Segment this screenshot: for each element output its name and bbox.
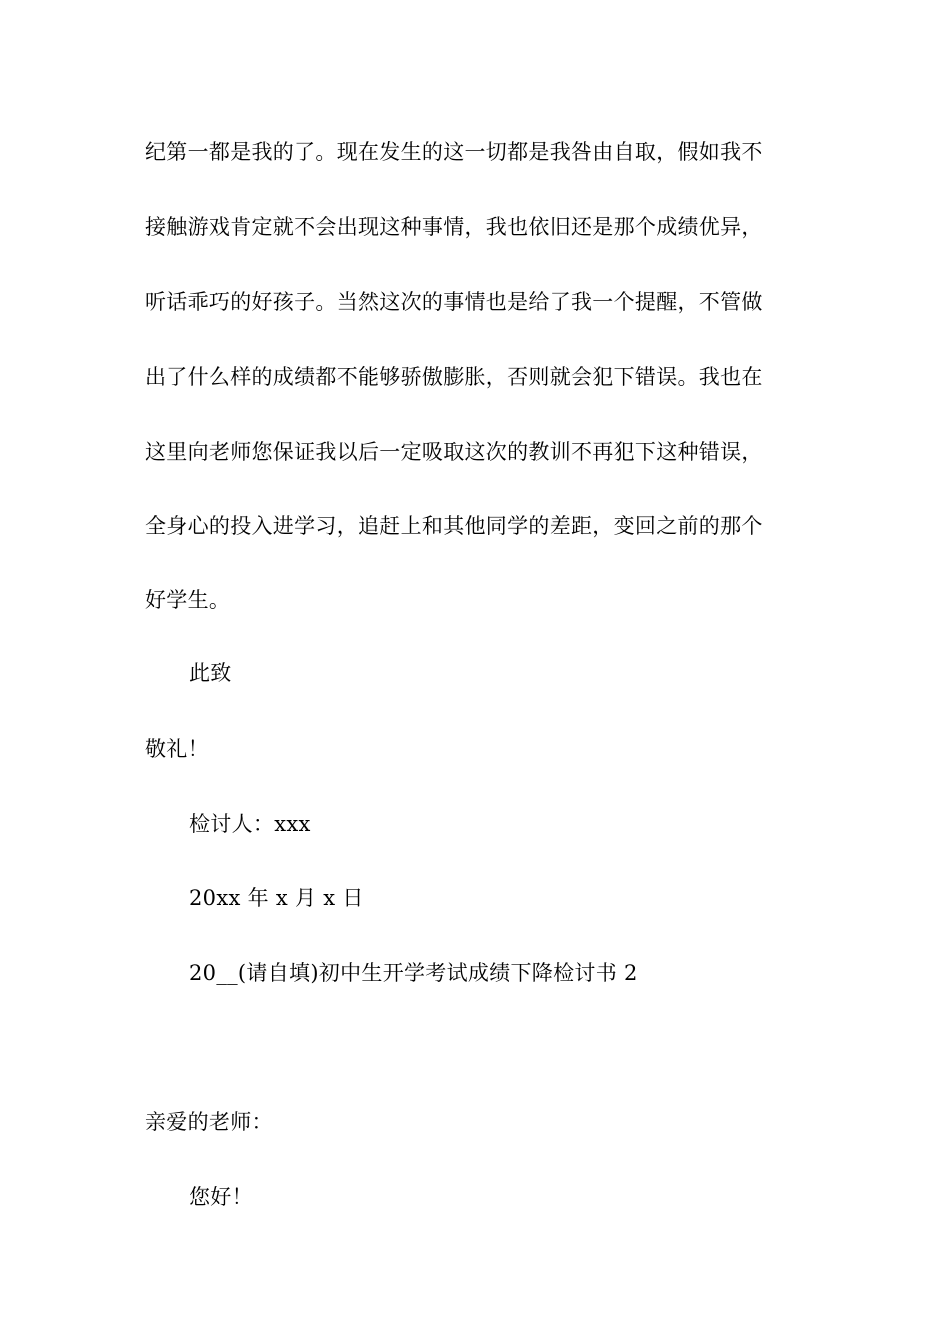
- section-title: 20__(请自填)初中生开学考试成绩下降检讨书 2: [189, 961, 638, 985]
- greeting-line: 亲爱的老师：: [145, 1110, 273, 1134]
- paragraph-line: 出了什么样的成绩都不能够骄傲膨胀，否则就会犯下错误。我也在: [145, 365, 763, 389]
- date-line: 20xx 年 x 月 x 日: [189, 886, 364, 910]
- closing-text: 此致: [189, 661, 232, 685]
- paragraph-line: 全身心的投入进学习，追赶上和其他同学的差距，变回之前的那个: [145, 514, 763, 538]
- paragraph-line: 听话乖巧的好孩子。当然这次的事情也是给了我一个提醒，不管做: [145, 290, 763, 314]
- paragraph-line: 纪第一都是我的了。现在发生的这一切都是我咎由自取，假如我不: [145, 140, 763, 164]
- salute-text: 敬礼！: [145, 737, 209, 761]
- hello-line: 您好！: [189, 1185, 253, 1209]
- paragraph-line: 这里向老师您保证我以后一定吸取这次的教训不再犯下这种错误，: [145, 440, 763, 464]
- paragraph-line: 接触游戏肯定就不会出现这种事情，我也依旧还是那个成绩优异，: [145, 215, 763, 239]
- paragraph-line: 好学生。: [145, 588, 231, 612]
- signer-line: 检讨人：xxx: [189, 812, 311, 836]
